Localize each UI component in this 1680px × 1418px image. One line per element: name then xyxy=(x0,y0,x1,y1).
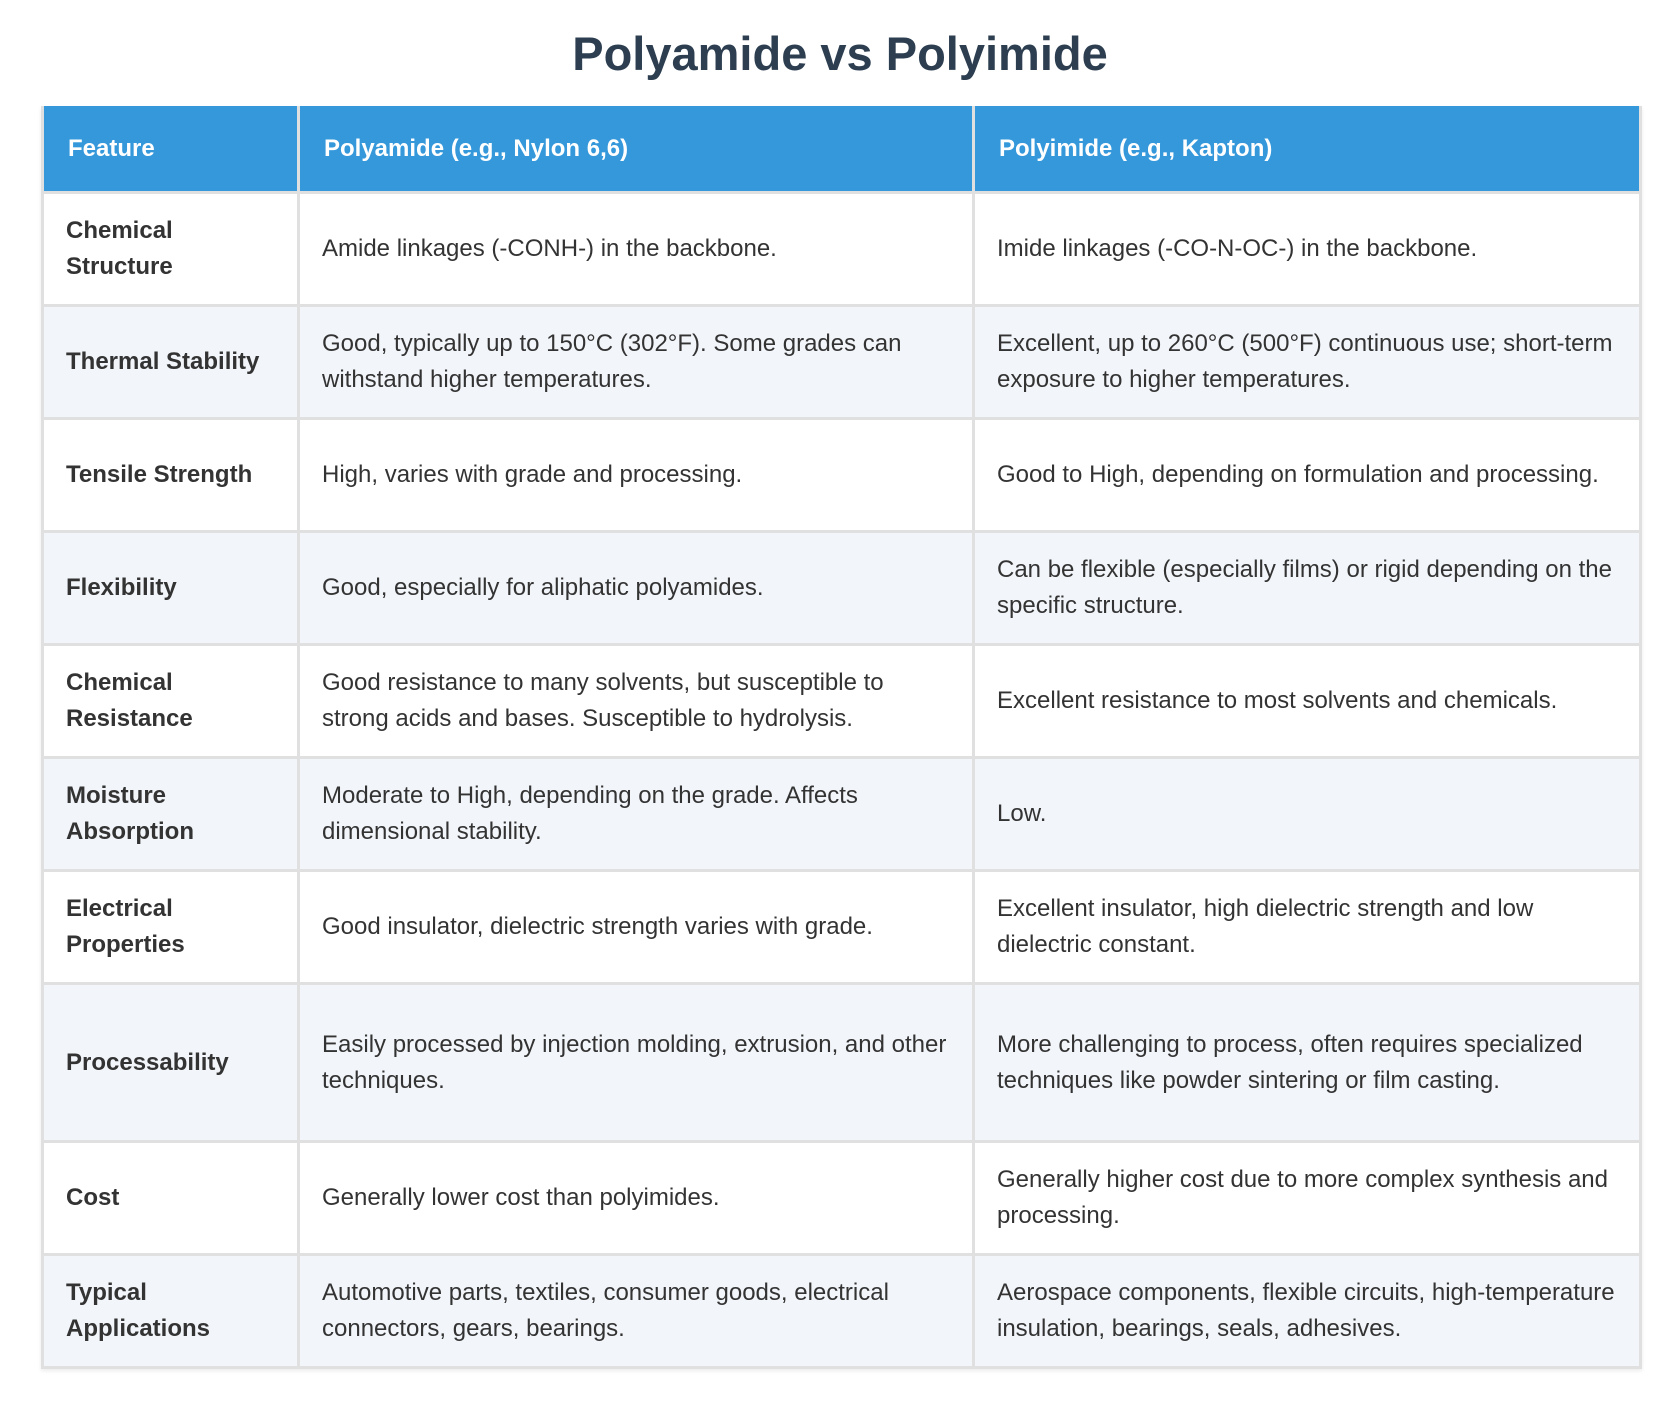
feature-cell: Cost xyxy=(43,1142,299,1255)
table-row xyxy=(43,645,1641,758)
polyamide-cell: Generally lower cost than polyimides. xyxy=(299,1142,974,1255)
polyimide-cell: Excellent, up to 260°C (500°F) continuous use; short-term exposure to higher temperatures. xyxy=(974,306,1641,419)
polyimide-cell: Aerospace components, flexible circuits, high-temperature insulation, bearings, seals, adhesives. xyxy=(974,1255,1641,1368)
polyimide-cell: Excellent insulator, high dielectric strength and low dielectric constant. xyxy=(974,871,1641,984)
polyamide-cell: Good resistance to many solvents, but susceptible to strong acids and bases. Susceptible to hydrolysis. xyxy=(299,645,974,758)
table-row xyxy=(43,758,1641,871)
polyimide-cell: Generally higher cost due to more complex synthesis and processing. xyxy=(974,1142,1641,1255)
table-row xyxy=(43,984,1641,1142)
feature-cell: Thermal Stability xyxy=(43,306,299,419)
polyamide-cell: Automotive parts, textiles, consumer goods, electrical connectors, gears, bearings. xyxy=(299,1255,974,1368)
header-polyamide: Polyamide (e.g., Nylon 6,6) xyxy=(299,106,974,193)
table-row xyxy=(43,532,1641,645)
feature-cell: Moisture Absorption xyxy=(43,758,299,871)
table-row xyxy=(43,871,1641,984)
polyamide-cell: Moderate to High, depending on the grade. Affects dimensional stability. xyxy=(299,758,974,871)
feature-cell: Chemical Resistance xyxy=(43,645,299,758)
polyimide-cell: Low. xyxy=(974,758,1641,871)
polyimide-cell: Excellent resistance to most solvents and chemicals. xyxy=(974,645,1641,758)
polyamide-cell: Good insulator, dielectric strength varies with grade. xyxy=(299,871,974,984)
page-title: Polyamide vs Polyimide xyxy=(572,27,1108,80)
feature-cell: Chemical Structure xyxy=(43,193,299,306)
table-row xyxy=(43,1255,1641,1368)
table-header xyxy=(43,106,1641,193)
feature-cell: Typical Applications xyxy=(43,1255,299,1368)
polyamide-cell: Good, especially for aliphatic polyamides. xyxy=(299,532,974,645)
table-row xyxy=(43,1142,1641,1255)
header-feature: Feature xyxy=(43,106,299,193)
polyimide-cell: Can be flexible (especially films) or rigid depending on the specific structure. xyxy=(974,532,1641,645)
feature-cell: Flexibility xyxy=(43,532,299,645)
polyimide-cell: Good to High, depending on formulation and processing. xyxy=(974,419,1641,532)
polyamide-cell: High, varies with grade and processing. xyxy=(299,419,974,532)
feature-cell: Tensile Strength xyxy=(43,419,299,532)
polyimide-cell: More challenging to process, often requires specialized techniques like powder sintering or film casting. xyxy=(974,984,1641,1142)
polyamide-cell: Amide linkages (-CONH-) in the backbone. xyxy=(299,193,974,306)
polyamide-cell: Good, typically up to 150°C (302°F). Some grades can withstand higher temperatures. xyxy=(299,306,974,419)
table-row xyxy=(43,419,1641,532)
polyamide-cell: Easily processed by injection molding, extrusion, and other techniques. xyxy=(299,984,974,1142)
table-row xyxy=(43,306,1641,419)
table-row xyxy=(43,193,1641,306)
polyimide-cell: Imide linkages (-CO-N-OC-) in the backbone. xyxy=(974,193,1641,306)
feature-cell: Electrical Properties xyxy=(43,871,299,984)
header-row xyxy=(43,106,1641,193)
table-body xyxy=(43,193,1641,1368)
header-polyimide: Polyimide (e.g., Kapton) xyxy=(974,106,1641,193)
comparison-table xyxy=(41,106,1642,1369)
feature-cell: Processability xyxy=(43,984,299,1142)
